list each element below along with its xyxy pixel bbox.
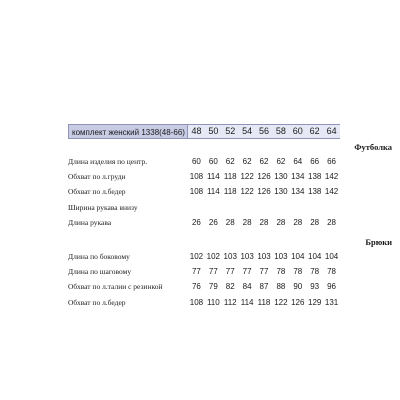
value-cell: 103: [274, 252, 288, 262]
value-cell: 104: [291, 252, 305, 262]
value-cell: 62: [276, 157, 286, 167]
table-row: [68, 154, 400, 169]
value-cell: 126: [257, 187, 271, 197]
size-header-cell: 50: [208, 126, 219, 136]
size-header-cell: 58: [275, 126, 286, 136]
value-cell: 87: [259, 282, 269, 292]
row-label: Длина рукава: [68, 217, 112, 227]
value-cell: 130: [274, 172, 288, 182]
value-cell: 28: [259, 217, 269, 227]
size-header-cell: 64: [326, 126, 337, 136]
size-header-row: [188, 124, 340, 139]
value-cell: 79: [208, 282, 218, 292]
table-row: [68, 200, 400, 215]
value-cell: 102: [206, 252, 221, 262]
size-header-cell: 62: [309, 126, 320, 136]
value-cell: 93: [310, 282, 320, 292]
value-cell: 77: [208, 267, 218, 277]
value-cell: 126: [257, 172, 271, 182]
value-cell: 78: [276, 267, 286, 277]
table-row: [68, 169, 400, 184]
value-cell: 122: [240, 187, 254, 197]
value-cell: 142: [324, 187, 339, 197]
value-cell: 62: [259, 157, 269, 167]
value-cell: 28: [310, 217, 320, 227]
value-cell: 28: [293, 217, 303, 227]
section-trousers: [68, 235, 400, 310]
value-cell: 138: [308, 172, 322, 182]
row-label: Обхват по л.груди: [68, 172, 126, 182]
table-row: [68, 184, 400, 199]
row-label: Ширина рукава внизу: [68, 202, 138, 212]
value-cell: 134: [291, 187, 305, 197]
value-cell: 104: [324, 252, 339, 262]
value-cell: 77: [259, 267, 269, 277]
value-cell: 60: [208, 157, 218, 167]
value-cell: 114: [206, 172, 220, 182]
value-cell: 108: [189, 187, 204, 197]
table-row: [68, 295, 400, 310]
value-cell: 76: [191, 282, 201, 292]
table-row: [68, 215, 400, 230]
value-cell: 26: [208, 217, 218, 227]
value-cell: 102: [189, 252, 204, 262]
row-label: Длина изделия по центр.: [68, 157, 148, 167]
size-header-cell: 48: [191, 126, 202, 136]
row-label: Длина по шаговому: [68, 267, 132, 277]
value-cell: 103: [223, 252, 237, 262]
row-label: Длина по боковому: [68, 252, 130, 262]
row-label: Обхват по л.бедер: [68, 187, 126, 197]
value-cell: 104: [308, 252, 322, 262]
value-cell: 78: [310, 267, 320, 277]
value-cell: 114: [240, 297, 254, 307]
value-cell: 142: [324, 172, 339, 182]
value-cell: 118: [223, 187, 237, 197]
value-cell: 77: [191, 267, 201, 277]
section-tshirt: [68, 140, 400, 230]
value-cell: 130: [274, 187, 288, 197]
section-title: Брюки: [365, 236, 392, 247]
table-row: [68, 279, 400, 294]
value-cell: 88: [276, 282, 286, 292]
value-cell: 82: [225, 282, 235, 292]
value-cell: 118: [223, 172, 237, 182]
value-cell: 112: [223, 297, 237, 307]
table-row: [68, 264, 400, 279]
value-cell: 126: [291, 297, 305, 307]
value-cell: 66: [327, 157, 337, 167]
value-cell: 28: [225, 217, 235, 227]
size-header-cell: 54: [242, 126, 253, 136]
value-cell: 60: [191, 157, 201, 167]
value-cell: 28: [327, 217, 337, 227]
size-chart: [68, 124, 400, 310]
size-header-cell: 56: [259, 126, 270, 136]
value-cell: 118: [257, 297, 271, 307]
size-header-cell: 52: [225, 126, 236, 136]
value-cell: 108: [189, 297, 204, 307]
value-cell: 28: [242, 217, 252, 227]
row-label: Обхват по л.бедер: [68, 297, 126, 307]
value-cell: 103: [257, 252, 271, 262]
value-cell: 138: [308, 187, 322, 197]
value-cell: 84: [242, 282, 252, 292]
value-cell: 134: [291, 172, 305, 182]
value-cell: 103: [240, 252, 254, 262]
value-cell: 78: [293, 267, 303, 277]
value-cell: 62: [225, 157, 235, 167]
product-title: комплект женский 1338(48-66): [68, 124, 188, 139]
value-cell: 110: [206, 297, 220, 307]
value-cell: 78: [327, 267, 337, 277]
value-cell: 122: [240, 172, 254, 182]
value-cell: 122: [274, 297, 288, 307]
row-label: Обхват по л.талии с резинкой: [68, 282, 163, 292]
size-chart-header: [68, 124, 400, 139]
value-cell: 66: [310, 157, 320, 167]
table-row: [68, 249, 400, 264]
value-cell: 129: [308, 297, 322, 307]
value-cell: 131: [324, 297, 339, 307]
value-cell: 90: [293, 282, 303, 292]
value-cell: 96: [327, 282, 337, 292]
value-cell: 77: [225, 267, 235, 277]
value-cell: 62: [242, 157, 252, 167]
value-cell: 26: [191, 217, 201, 227]
value-cell: 28: [276, 217, 286, 227]
value-cell: 77: [242, 267, 252, 277]
value-cell: 108: [189, 172, 204, 182]
value-cell: 114: [206, 187, 220, 197]
value-cell: 64: [293, 157, 303, 167]
size-header-cell: 60: [292, 126, 303, 136]
section-title: Футболка: [354, 142, 392, 152]
